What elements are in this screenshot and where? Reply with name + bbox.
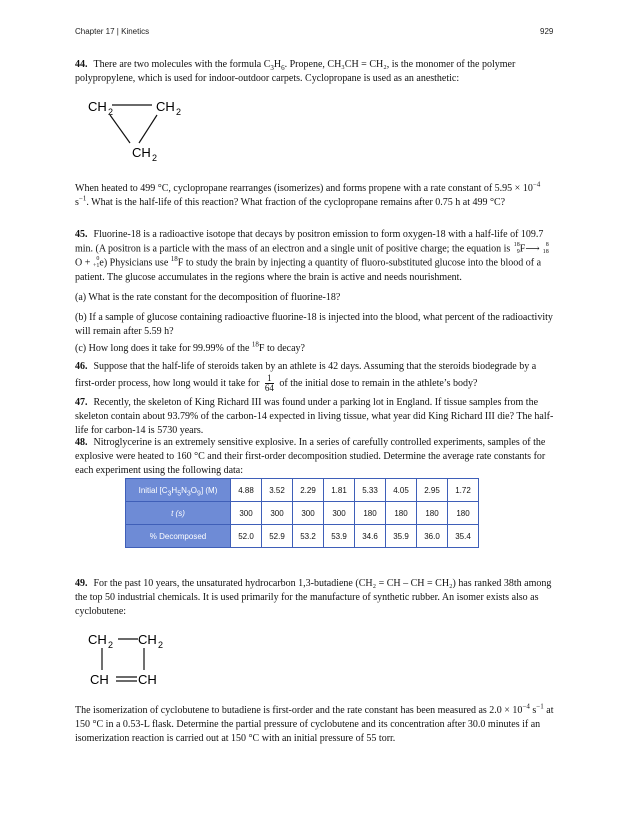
table-cell: 52.9 (262, 525, 293, 548)
table-cell: 180 (417, 502, 448, 525)
table-cell: 52.0 (231, 525, 262, 548)
table-cell: 300 (262, 502, 293, 525)
question-number: 46. (75, 361, 88, 372)
table-cell: 3.52 (262, 479, 293, 502)
ch2-label: CH (138, 632, 157, 647)
table-row (126, 525, 479, 548)
nuclide-positron: 0 +1 (92, 256, 100, 270)
table-cell: 1.72 (448, 479, 479, 502)
ch2-label: CH (156, 99, 175, 114)
nuclide-f18: 18 9 (513, 242, 520, 255)
row-header-percent-decomposed: % Decomposed (126, 525, 231, 548)
table-cell: 300 (324, 502, 355, 525)
ch2-subscript: 2 (152, 153, 158, 163)
question-48-text: 48. Nitroglycerine is an extremely sensitive explosive. In a series of carefully controlled experiments, samples of the explosive were heated to 160 °C and their first-order decomposition studied. Determine the average rate constants for each experiment using the following data: (75, 437, 546, 476)
table-cell: 300 (293, 502, 324, 525)
row-header-initial-concentration: Initial $[C_3H_5N_3O_9]$ (M) (126, 479, 231, 502)
ch2-label: CH (88, 99, 107, 114)
question-45-part-c: (c) How long does it take for 99.99% of the $^{18}$F to decay? (75, 340, 305, 354)
cyclopropane-structure (80, 95, 210, 170)
table-cell: 35.9 (386, 525, 417, 548)
ch2-subscript: 2 (108, 107, 114, 117)
ch2-subscript: 2 (108, 640, 114, 650)
ch2-subscript: 2 (158, 640, 164, 650)
table-cell: 2.29 (293, 479, 324, 502)
table-cell: 35.4 (448, 525, 479, 548)
question-44-intro: 44. There are two molecules with the formula $C_3H_6$. Propene, CH₃CH = CH₂, is the monomer of the polymer polypropylene, which is used for indoor-outdoor carpets. Cyclopropane is used as an anesthetic: (75, 59, 516, 84)
table-cell: 36.0 (417, 525, 448, 548)
question-number: 45. (75, 229, 88, 240)
ch-label: CH (138, 672, 157, 687)
fraction-1-64: $\frac{1}{64}$ (264, 373, 274, 393)
ch-label: CH (90, 672, 109, 687)
page-number: 929 (540, 27, 554, 36)
table-row (126, 502, 479, 525)
question-45-text: 45. Fluorine-18 is a radioactive isotope that decays by positron emission to form oxygen-18 with a half-life of 109.7 min. (A positron is a particle with the mass of an electron and a single unit of positive charge; the equation is 18 9 F⟶ 8 18 O + 0 +1 e) Physicians use $^{18}$F to study the brain by injecting a quantity of fluoro-substituted glucose into the blood of a patient. The glucose accumulates in the regions where the brain is active and needs nourishment. (75, 229, 549, 283)
ch2-label: CH (88, 632, 107, 647)
table-cell: 53.2 (293, 525, 324, 548)
question-46-text: 46. Suppose that the half-life of steroids taken by an athlete is 42 days. Assuming that the steroids biodegrade by a first-order process, how long would it take for $\frac{1}{64}$ of the initial dose to remain in the athlete’s body? (75, 361, 537, 393)
cyclobutene-structure (82, 624, 192, 699)
ch2-subscript: 2 (176, 107, 182, 117)
question-number: 44. (75, 59, 88, 70)
propene-formula: CH₃CH = CH₂, (327, 59, 390, 70)
table-cell: 2.95 (417, 479, 448, 502)
reaction-arrow: ⟶ (525, 243, 540, 255)
table-row (126, 479, 479, 502)
butadiene-formula: (CH₂ = CH – CH = CH₂) (355, 578, 456, 589)
question-number: 48. (75, 437, 88, 448)
table-cell: 180 (448, 502, 479, 525)
ch2-label: CH (132, 145, 151, 160)
question-49-intro: 49. For the past 10 years, the unsaturated hydrocarbon 1,3-butadiene (CH₂ = CH – CH = CH₂) has ranked 38th among the top 50 industrial chemicals. It is used primarily for the manufacture of synthetic rubber. An isomer exists also as cyclobutene: (75, 578, 552, 617)
table-cell: 1.81 (324, 479, 355, 502)
table-cell: 180 (386, 502, 417, 525)
table-cell: 180 (355, 502, 386, 525)
table-cell: 4.88 (231, 479, 262, 502)
question-number: 47. (75, 397, 88, 408)
table-cell: 53.9 (324, 525, 355, 548)
question-44-text: When heated to 499 °C, cyclopropane rearranges (isomerizes) and forms propene with a rate constant of $5.95 \times 10^{-4}$ $s^{-1}$. What is the half-life of this reaction? What fraction of the cyclopropane remains after 0.75 h at 499 °C? (75, 180, 541, 208)
nitroglycerine-data-table (125, 478, 479, 548)
row-header-time: t (s) (126, 502, 231, 525)
table-cell: 5.33 (355, 479, 386, 502)
question-45-part-a: (a) What is the rate constant for the decomposition of fluorine-18? (75, 292, 341, 303)
question-47-text: 47. Recently, the skeleton of King Richard III was found under a parking lot in England. If tissue samples from the skeleton contain about 93.79% of the carbon-14 expected in living tissue, what year did King Richard III die? The half-life for carbon-14 is 5730 years. (75, 397, 554, 436)
table-cell: 300 (231, 502, 262, 525)
question-49-text: The isomerization of cyclobutene to butadiene is first-order and the rate constant has been measured as $2.0 \times 10^{-4}$ $s^{-1}$ at 150 °C in a 0.53-L flask. Determine the partial pressure of cyclobutene and its concentration after 30.0 minutes if an isomerization reaction is carried out at 150 °C with an initial pressure of 55 torr. (75, 702, 554, 744)
chapter-header: Chapter 17 | Kinetics (75, 27, 150, 36)
table-cell: 4.05 (386, 479, 417, 502)
table-cell: 34.6 (355, 525, 386, 548)
nuclide-o18: 8 18 (542, 242, 549, 255)
question-45-part-b: (b) If a sample of glucose containing radioactive fluorine-18 is injected into the blood, what percent of the radioactivity will remain after 5.59 h? (75, 312, 553, 337)
question-number: 49. (75, 578, 88, 589)
